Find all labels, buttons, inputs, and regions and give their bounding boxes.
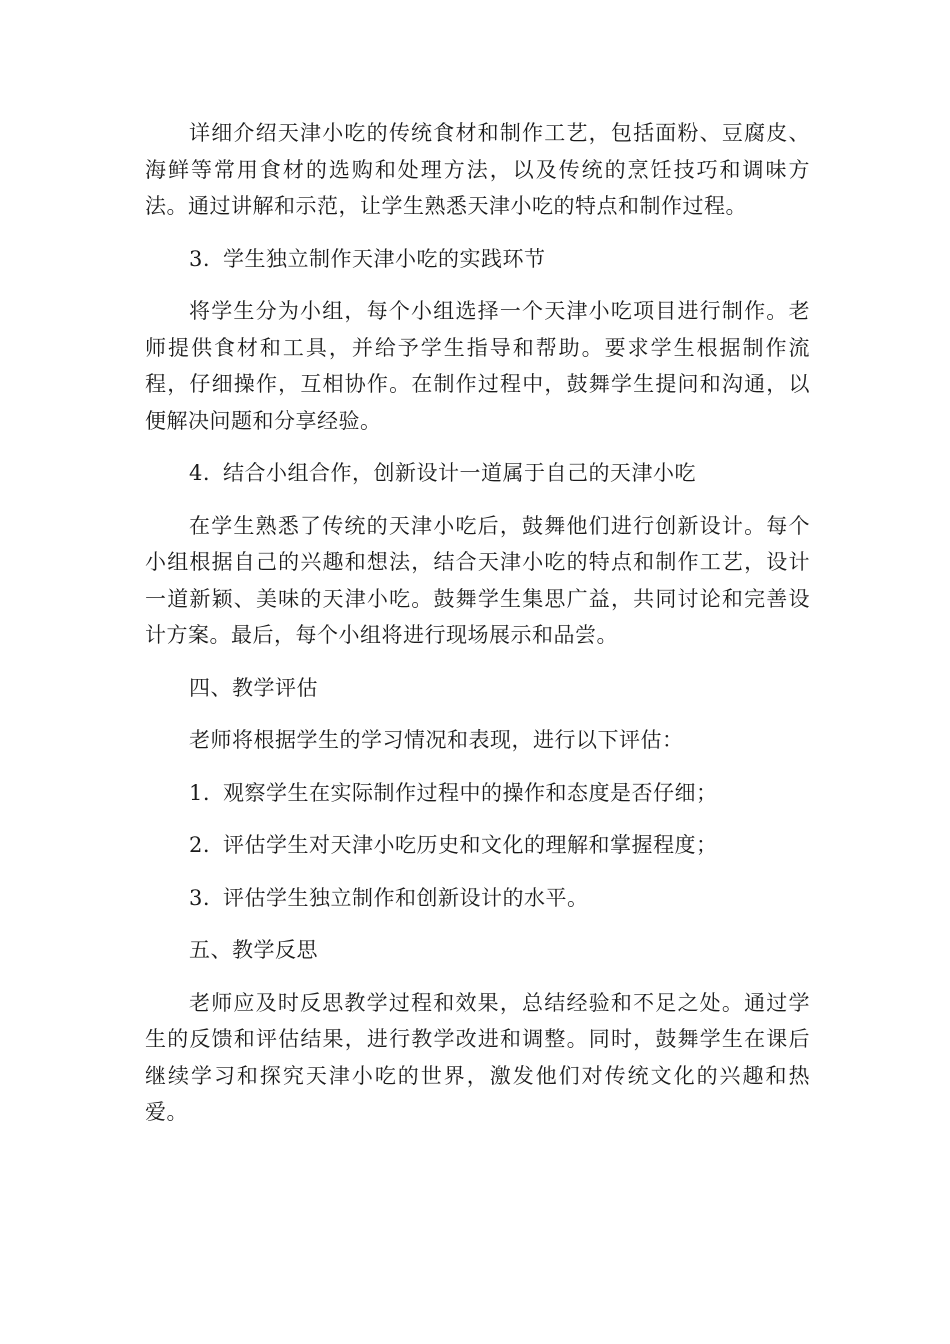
- step-3-number: 3.: [189, 246, 211, 271]
- evaluation-item-2: [145, 827, 810, 864]
- paragraph-step-3: 将学生分为小组，每个小组选择一个天津小吃项目进行制作。老师提供食材和工具，并给予学生指导和帮助。要求学生根据制作流程，仔细操作，互相协作。在制作过程中，鼓舞学生提问和沟通，以便解决问题和分享经验。: [145, 299, 810, 433]
- paragraph-step-4: 在学生熟悉了传统的天津小吃后，鼓舞他们进行创新设计。每个小组根据自己的兴趣和想法，结合天津小吃的特点和制作工艺，设计一道新颖、美味的天津小吃。鼓舞学生集思广益，共同讨论和完善设计方案。最后，每个小组将进行现场展示和品尝。: [145, 513, 810, 647]
- paragraph-intro: 详细介绍天津小吃的传统食材和制作工艺，包括面粉、豆腐皮、海鲜等常用食材的选购和处理方法，以及传统的烹饪技巧和调味方法。通过讲解和示范，让学生熟悉天津小吃的特点和制作过程。: [145, 121, 810, 218]
- evaluation-item-1: [145, 775, 810, 812]
- evaluation-item-3-number: 3.: [189, 885, 211, 910]
- evaluation-item-3-text: 评估学生独立制作和创新设计的水平。: [223, 885, 589, 910]
- paragraph-evaluation-intro: 老师将根据学生的学习情况和表现，进行以下评估：: [189, 728, 684, 752]
- paragraph-reflection: 老师应及时反思教学过程和效果，总结经验和不足之处。通过学生的反馈和评估结果，进行教学改进和调整。同时，鼓舞学生在课后继续学习和探究天津小吃的世界，激发他们对传统文化的兴趣和热爱。: [145, 990, 810, 1124]
- evaluation-item-1-text: 观察学生在实际制作过程中的操作和态度是否仔细；: [223, 780, 718, 805]
- evaluation-item-2-text: 评估学生对天津小吃历史和文化的理解和掌握程度；: [223, 833, 718, 857]
- evaluation-item-1-number: 1.: [189, 780, 211, 805]
- step-4-heading: [145, 455, 810, 492]
- document-body: [145, 115, 810, 1147]
- step-3-title: 学生独立制作天津小吃的实践环节: [223, 246, 546, 271]
- step-3-heading: [145, 241, 810, 278]
- evaluation-item-2-number: 2.: [189, 833, 211, 857]
- section-4-heading: 四、教学评估: [189, 675, 318, 700]
- section-5-heading: 五、教学反思: [189, 938, 318, 962]
- step-4-number: 4.: [189, 461, 211, 485]
- evaluation-item-3: [145, 880, 810, 917]
- step-4-title: 结合小组合作，创新设计一道属于自己的天津小吃: [223, 461, 696, 485]
